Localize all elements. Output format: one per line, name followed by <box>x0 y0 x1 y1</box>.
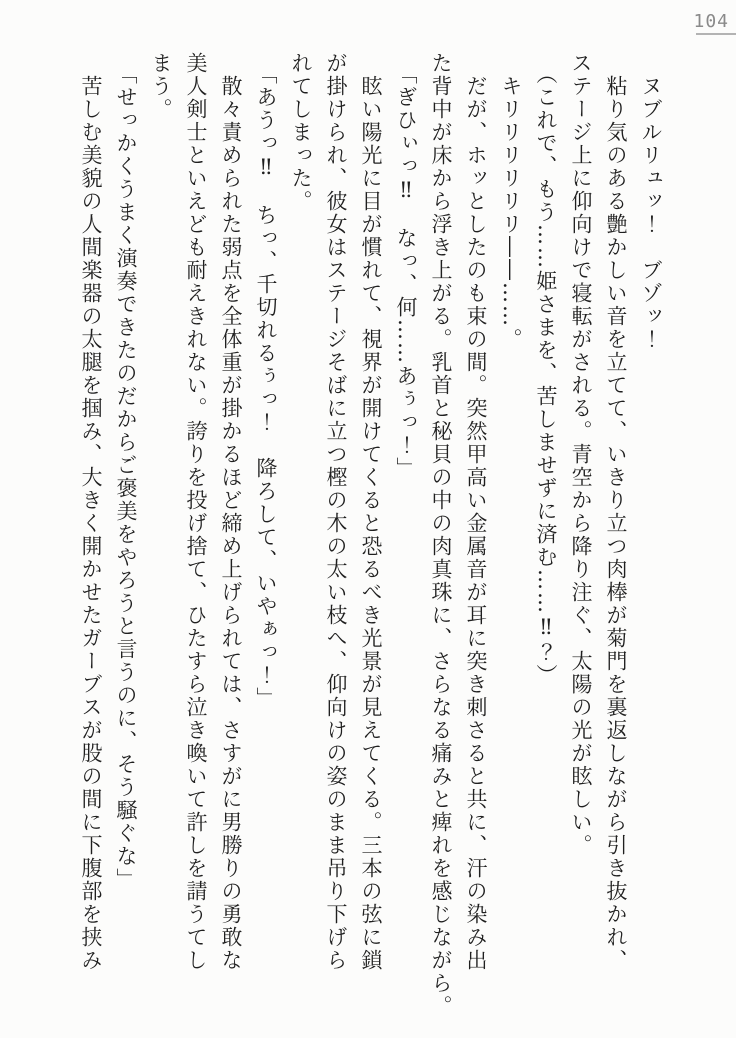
text-line: 散々責められた弱点を全体重が掛かるほど締め上げられては、さすがに男勝りの勇敢な <box>219 75 243 972</box>
text-line: まう。 <box>149 52 173 121</box>
page-number: 104 <box>693 11 729 32</box>
text-line: が掛けられ、彼女はステージそばに立つ樫の木の太い枝へ、仰向けの姿のまま吊り下げら <box>324 52 348 972</box>
text-line: ステージ上に仰向けで寝転がされる。青空から降り注ぐ、太陽の光が眩しい。 <box>569 52 593 857</box>
vertical-text-block <box>73 52 668 1018</box>
text-line: だが、ホッとしたのも束の間。突然甲高い金属音が耳に突き刺さると共に、汗の染み出 <box>464 75 488 972</box>
text-line: 「せっかくうまく演奏できたのだからご褒美をやろうと言うのに、そう騒ぐな」 <box>114 63 138 891</box>
text-line: 「ぎひぃっ‼ なっ、何……あぅっ！」 <box>394 63 418 480</box>
text-line: 眩い陽光に目が慣れて、視界が開けてくると恐るべき光景が見えてくる。三本の弦に鎖 <box>359 75 383 972</box>
text-line: キリリリリリリ――……。 <box>499 75 523 351</box>
text-line: た背中が床から浮き上がる。乳首と秘貝の中の肉真珠に、さらなる痛みと痺れを感じながら。 <box>429 52 453 1018</box>
text-line: 粘り気のある艶かしい音を立てて、いきり立つ肉棒が菊門を裏返しながら引き抜かれ、 <box>604 75 628 972</box>
text-line: れてしまった。 <box>289 52 313 213</box>
text-line: （これで、もう……姫さまを、苦しませずに済む……‼？） <box>534 63 558 687</box>
text-line: 「あうっ‼ ちっ、千切れるぅっ！ 降ろして、いやぁっ！」 <box>254 63 278 710</box>
text-line: 苦しむ美貌の人間楽器の太腿を掴み、大きく開かせたガーブスが股の間に下腹部を挟み <box>79 75 103 972</box>
page-number-underline <box>696 33 736 35</box>
text-line: ヌブルリュッ！ ブゾッ！ <box>639 75 663 351</box>
text-line: 美人剣士といえども耐えきれない。誇りを投げ捨て、ひたすら泣き喚いて許しを請うてし <box>184 52 208 972</box>
